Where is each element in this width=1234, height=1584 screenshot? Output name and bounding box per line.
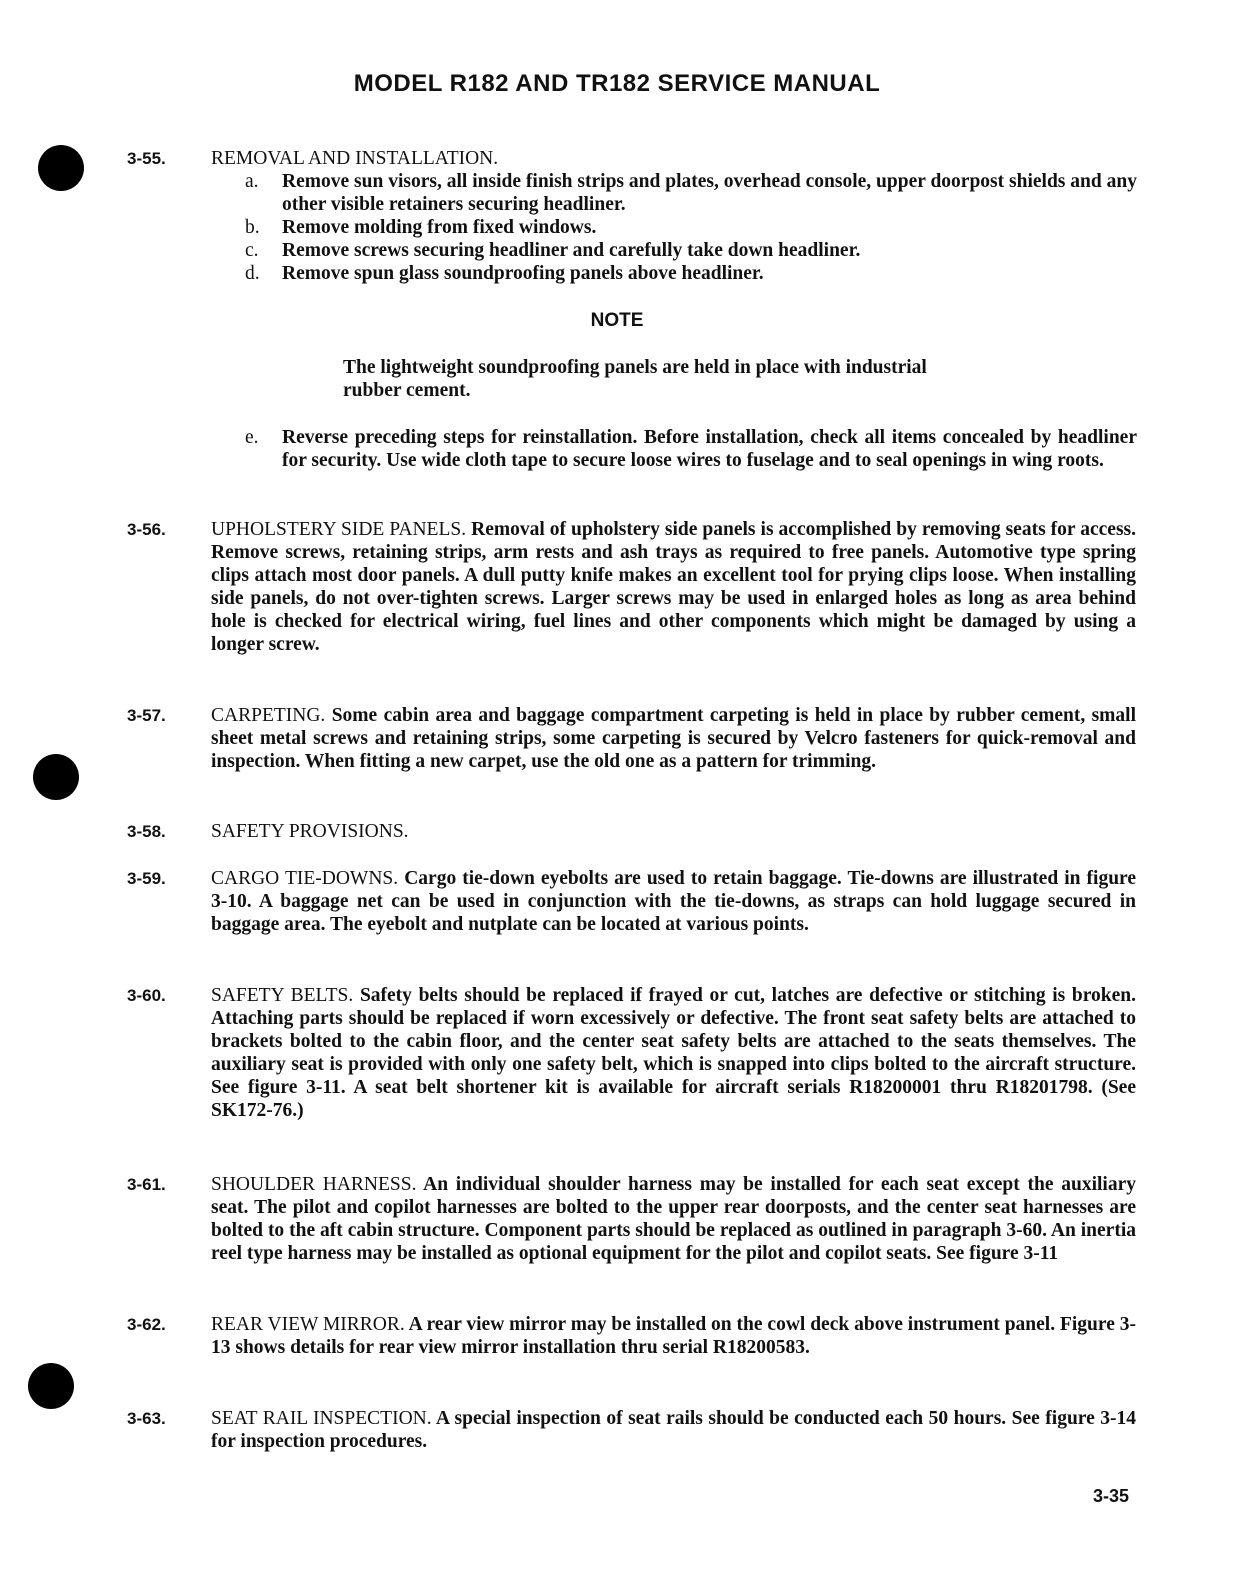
- section-heading: SEAT RAIL INSPECTION.: [211, 1408, 432, 1429]
- section-number: 3-60.: [127, 986, 166, 1005]
- section-number: 3-59.: [127, 869, 166, 888]
- list-item: a. Remove sun visors, all inside finish strips and plates, overhead console, upper doorpost shields and any other visible retainers securing headliner.: [245, 171, 1137, 215]
- list-item: b. Remove molding from fixed windows.: [245, 217, 597, 238]
- section-heading: REAR VIEW MIRROR.: [211, 1314, 405, 1335]
- section-heading: CARPETING.: [211, 705, 326, 726]
- section-number: 3-57.: [127, 706, 166, 725]
- section-body: A special inspection of seat rails should be conducted each 50 hours. See figure 3-14 for inspection procedures.: [211, 1408, 1136, 1452]
- section-number: 3-62.: [127, 1315, 166, 1334]
- page-title: MODEL R182 AND TR182 SERVICE MANUAL: [353, 70, 881, 97]
- list-item: e. Reverse preceding steps for reinstallation. Before installation, check all items concealed by headliner for security. Use wide cloth tape to secure loose wires to fuselage and to seal openings in wing roots.: [245, 427, 1137, 471]
- section-heading: SAFETY BELTS.: [211, 985, 354, 1006]
- section-body: Safety belts should be replaced if frayed or cut, latches are defective or stitching is broken. Attaching parts should be replaced if worn excessively or defective. The front seat safety belts are attached to brackets bolted to the cabin floor, and the center seat safety belts are attached to the seats themselves. The auxiliary seat is provided with only one safety belt, which is snapped into clips bolted to the aircraft structure. See figure 3-11. A seat belt shortener kit is available for aircraft serials R18200001 thru R18201798. (See SK172-76.): [211, 985, 1137, 1121]
- page-number: 3-35: [1092, 1486, 1129, 1506]
- section-heading: UPHOLSTERY SIDE PANELS.: [211, 519, 467, 540]
- section-body: A rear view mirror may be installed on the cowl deck above instrument panel. Figure 3-13 shows details for rear view mirror installation thru serial R18200583.: [211, 1314, 1136, 1358]
- binder-hole-top: [38, 145, 84, 191]
- note-text: The lightweight soundproofing panels are held in place with industrial rubber cement.: [343, 357, 927, 401]
- section-heading: REMOVAL AND INSTALLATION.: [211, 148, 499, 169]
- section-heading: SHOULDER HARNESS.: [211, 1174, 417, 1195]
- section-heading: SAFETY PROVISIONS.: [211, 821, 409, 842]
- binder-hole-middle: [33, 754, 79, 800]
- section-body: An individual shoulder harness may be installed for each seat except the auxiliary seat. The pilot and copilot harnesses are bolted to the upper rear doorposts, and the center seat harnesses are bolted to the aft cabin structure. Component parts should be replaced as outlined in paragraph 3-60. An inertia reel type harness may be installed as optional equipment for the pilot and copilot seats. See figure 3-11: [211, 1174, 1136, 1264]
- section-number: 3-56.: [127, 520, 166, 539]
- section-heading: CARGO TIE-DOWNS.: [211, 868, 399, 889]
- list-item: d. Remove spun glass soundproofing panels above headliner.: [245, 263, 764, 284]
- section-number: 3-58.: [127, 822, 166, 841]
- section-number: 3-61.: [127, 1175, 166, 1194]
- binder-hole-bottom: [28, 1363, 74, 1409]
- section-number: 3-55.: [127, 149, 166, 168]
- note-heading: NOTE: [590, 310, 644, 331]
- section-body: Removal of upholstery side panels is accomplished by removing seats for access. Remove screws, retaining strips, arm rests and ash trays as required to free panels. Automotive type spring clips attach most door panels. A dull putty knife makes an excellent tool for prying clips loose. When installing side panels, do not over-tighten screws. Larger screws may be used in enlarged holes as long as area behind hole is checked for electrical wiring, fuel lines and other components which might be damaged by using a longer screw.: [211, 519, 1136, 655]
- list-item: c. Remove screws securing headliner and carefully take down headliner.: [245, 240, 861, 261]
- section-body: Some cabin area and baggage compartment carpeting is held in place by rubber cement, small sheet metal screws and retaining strips, some carpeting is secured by Velcro fasteners for quick-removal and inspection. When fitting a new carpet, use the old one as a pattern for trimming.: [211, 705, 1137, 772]
- section-number: 3-63.: [127, 1409, 166, 1428]
- section-body: Cargo tie-down eyebolts are used to retain baggage. Tie-downs are illustrated in figure 3-10. A baggage net can be used in conjunction with the tie-downs, as straps can hold luggage secured in baggage area. The eyebolt and nutplate can be located at various points.: [211, 868, 1136, 935]
